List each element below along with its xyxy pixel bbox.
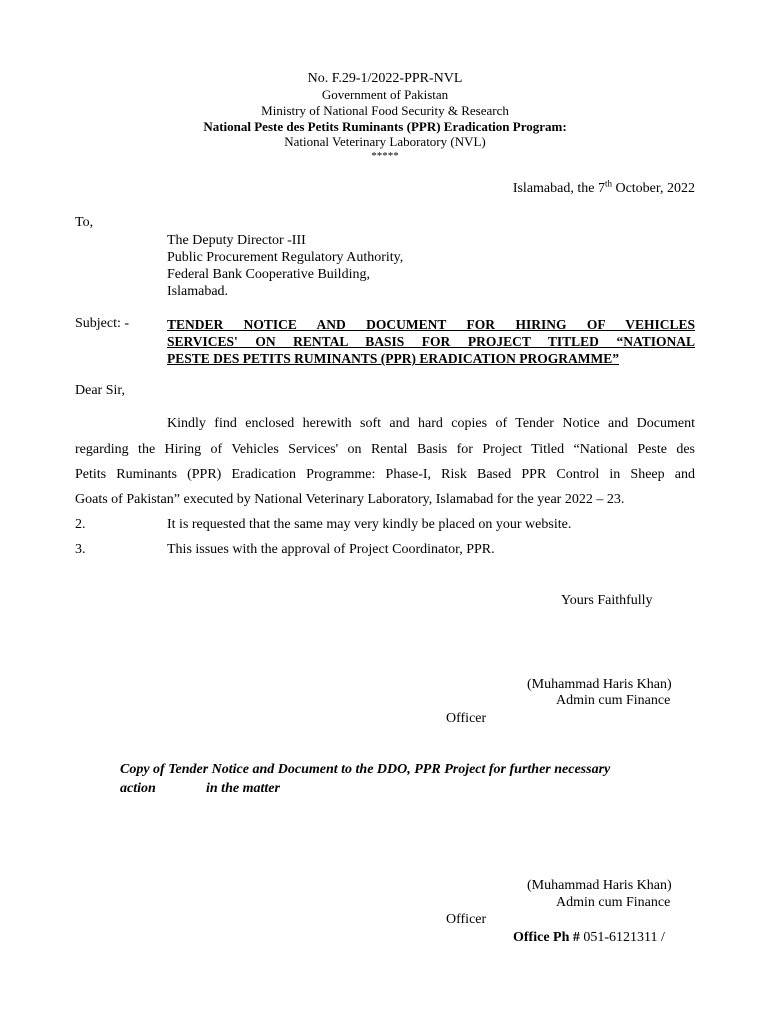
header-stars: ***** [371,150,399,162]
letter-date: Islamabad, the 7th October, 2022 [512,178,695,196]
office-phone: Office Ph # 051-6121311 / [513,930,665,945]
subject-text: TENDER NOTICE AND DOCUMENT FOR HIRING OF VEHICLES SERVICES' ON RENTAL BASIS FOR PROJECT TITLED “NATIONAL PESTE DES PETITS RUMINANTS (PPR) ERADICATION PROGRAMME” [167,317,695,366]
closing: Yours Faithfully [561,593,653,608]
signatory-title-cont: Officer [446,711,487,726]
copy-note-line-1: Copy of Tender Notice and Document to the DDO, PPR Project for further necessary [120,762,611,777]
reference-number: No. F.29-1/2022-PPR-NVL [307,71,463,86]
address-line-3: Federal Bank Cooperative Building, [167,267,370,282]
signatory-title: Admin cum Finance [556,693,671,708]
to-label: To, [75,215,94,230]
address-line-2: Public Procurement Regulatory Authority, [167,250,404,265]
government-line: Government of Pakistan [321,87,449,102]
address-line-4: Islamabad. [167,284,229,299]
paragraph-line-2: regarding the Hiring of Vehicles Services' on Rental Basis for Project Titled “National Peste des [75,442,695,457]
point-text-2: It is requested that the same may very kindly be placed on your website. [167,517,572,532]
salutation: Dear Sir, [75,383,125,398]
paragraph-line-3: Petits Ruminants (PPR) Eradication Programme: Phase-I, Risk Based PPR Control in Sheep and [75,467,695,482]
ministry-line: Ministry of National Food Security & Research [261,103,509,118]
subject-label: Subject: - [75,316,130,331]
copy-note-line-2b: in the matter [206,781,280,796]
signatory-name-2: (Muhammad Haris Khan) [527,878,672,893]
laboratory-line: National Veterinary Laboratory (NVL) [284,134,486,149]
signatory-title-cont-2: Officer [446,912,487,927]
signatory-title-2: Admin cum Finance [556,895,671,910]
paragraph-line-1: Kindly find enclosed herewith soft and hard copies of Tender Notice and Document [167,416,695,431]
point-number-2: 2. [75,517,86,532]
address-line-1: The Deputy Director -III [167,233,306,248]
paragraph-line-4: Goats of Pakistan” executed by National Veterinary Laboratory, Islamabad for the year 2022 – 23. [75,492,625,507]
point-number-3: 3. [75,542,86,557]
program-line: National Peste des Petits Ruminants (PPR) Eradication Program: [203,119,567,134]
signatory-name: (Muhammad Haris Khan) [527,677,672,692]
copy-note-line-2a: action [120,781,156,796]
point-text-3: This issues with the approval of Project Coordinator, PPR. [167,542,495,557]
